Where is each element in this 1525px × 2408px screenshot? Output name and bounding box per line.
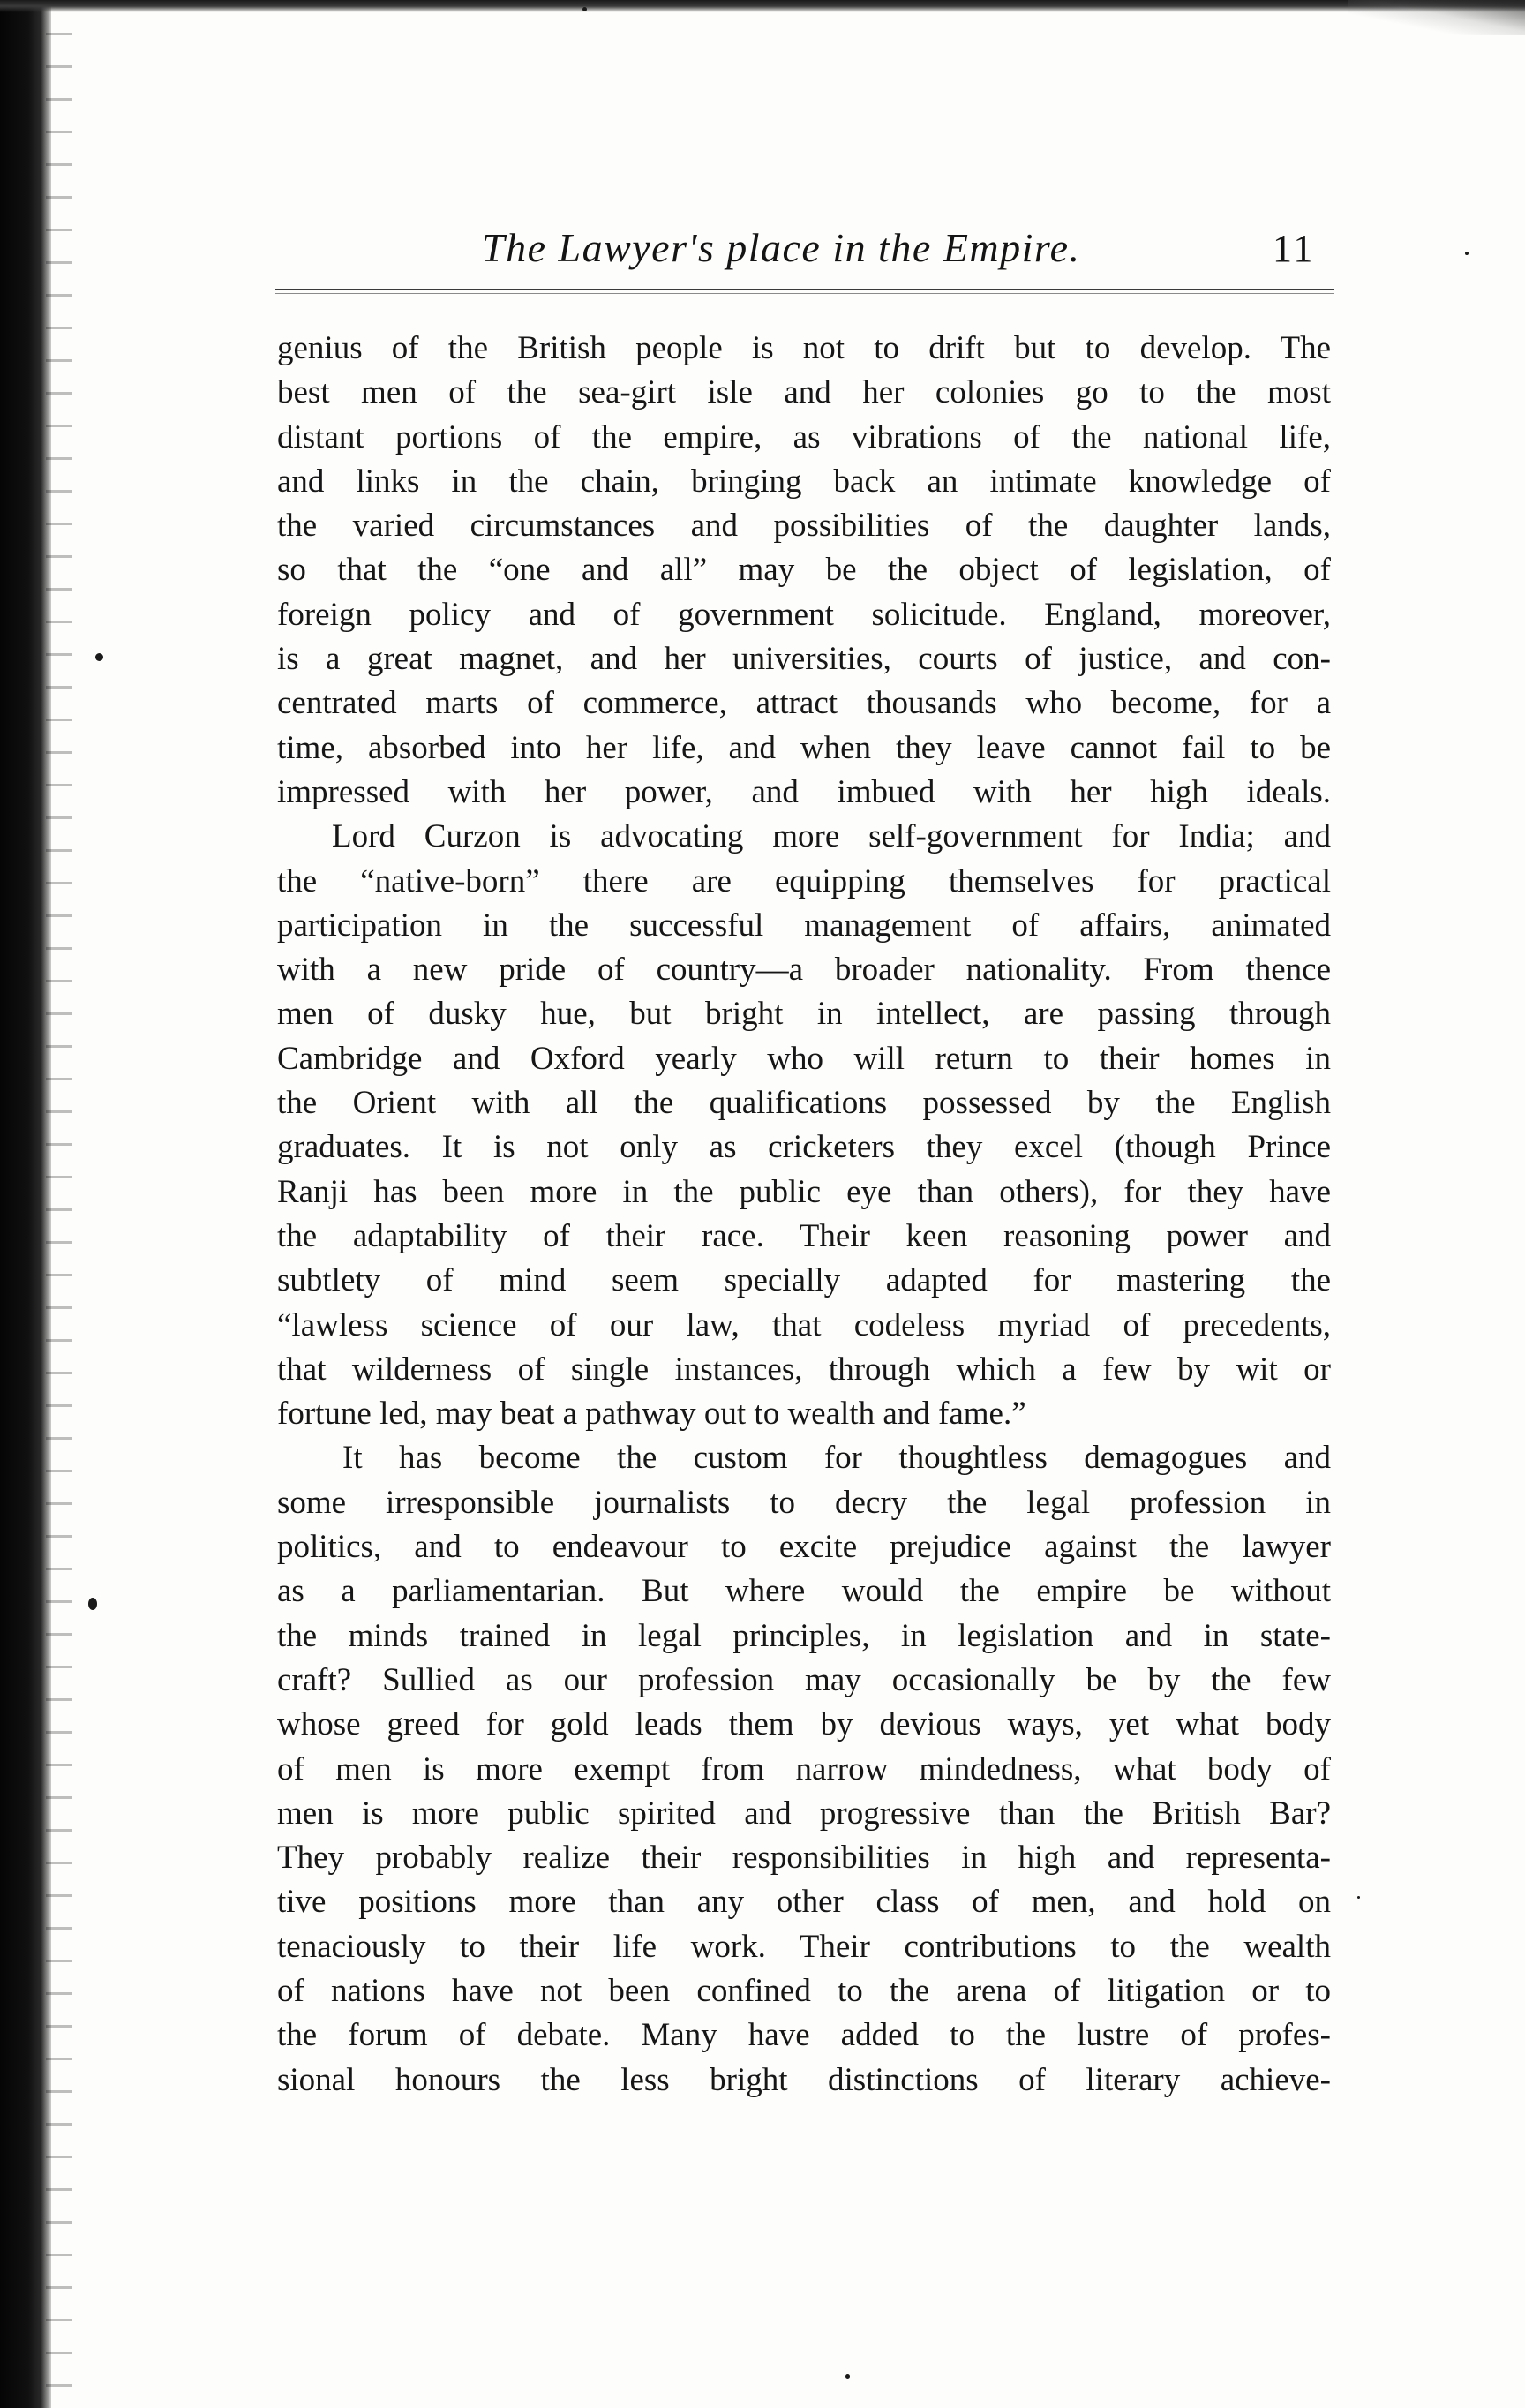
binding-edge-shadow	[0, 0, 51, 2408]
text-line: politics, and to endeavour to excite prejudice against the lawyer	[277, 1529, 1331, 1566]
text-line: the Orient with all the qualifications possessed by the English	[277, 1085, 1331, 1122]
top-right-corner-shadow	[1348, 0, 1525, 35]
top-edge-shadow	[0, 0, 1525, 12]
scan-speck	[1357, 1896, 1360, 1899]
text-line: the “native-born” there are equipping themselves for practical	[277, 862, 1331, 899]
paragraph-last-line: fortune led, may beat a pathway out to wealth and fame.”	[277, 1396, 1026, 1433]
body-text	[277, 327, 1331, 2103]
text-line: men is more public spirited and progressive than the British Bar?	[277, 1795, 1331, 1832]
text-line: centrated marts of commerce, attract thousands who become, for a	[277, 685, 1331, 722]
binding-edge-specks	[46, 0, 72, 2408]
text-line: best men of the sea-girt isle and her colonies go to the most	[277, 374, 1331, 411]
text-line: participation in the successful management of affairs, animated	[277, 907, 1331, 944]
running-head	[275, 222, 1334, 284]
text-line: the adaptability of their race. Their keen reasoning power and	[277, 1217, 1331, 1254]
text-line: the forum of debate. Many have added to the lustre of profes-	[277, 2017, 1331, 2054]
text-line: “lawless science of our law, that codeless myriad of precedents,	[277, 1306, 1331, 1343]
header-rule-secondary	[275, 293, 1334, 294]
text-line: Ranji has been more in the public eye than others), for they have	[277, 1173, 1331, 1210]
text-line: foreign policy and of government solicitude. England, moreover,	[277, 596, 1331, 633]
header-rule	[275, 289, 1334, 290]
text-line: craft? Sullied as our profession may occasionally be by the few	[277, 1661, 1331, 1698]
text-line: sional honours the less bright distinctions of literary achieve-	[277, 2061, 1331, 2098]
scan-speck	[582, 7, 587, 11]
text-line: so that the “one and all” may be the object of legislation, of	[277, 552, 1331, 589]
text-line: impressed with her power, and imbued with her high ideals.	[277, 773, 1331, 810]
text-line: whose greed for gold leads them by devious ways, yet what body	[277, 1706, 1331, 1743]
text-line: some irresponsible journalists to decry the legal profession in	[277, 1484, 1331, 1521]
text-line: is a great magnet, and her universities, courts of justice, and con-	[277, 641, 1331, 678]
text-line: of nations have not been confined to the arena of litigation or to	[277, 1972, 1331, 2009]
text-line: the varied circumstances and possibilities of the daughter lands,	[277, 508, 1331, 545]
scan-speck	[95, 653, 103, 661]
text-line: and links in the chain, bringing back an intimate knowledge of	[277, 463, 1331, 500]
scan-speck	[845, 2374, 850, 2379]
text-line: the minds trained in legal principles, in legislation and in state-	[277, 1617, 1331, 1654]
text-line: as a parliamentarian. But where would the empire be without	[277, 1573, 1331, 1610]
text-line: distant portions of the empire, as vibrations of the national life,	[277, 418, 1331, 455]
text-line: tive positions more than any other class of men, and hold on	[277, 1884, 1331, 1921]
text-line: Cambridge and Oxford yearly who will return to their homes in	[277, 1040, 1331, 1077]
text-line: genius of the British people is not to drift but to develop. The	[277, 330, 1331, 366]
text-line: that wilderness of single instances, through which a few by wit or	[277, 1351, 1331, 1388]
page-number: 11	[1273, 227, 1316, 270]
text-line: men of dusky hue, but bright in intellect, are passing through	[277, 996, 1331, 1033]
paragraph-first-line: Lord Curzon is advocating more self-government for India; and	[332, 818, 1331, 855]
running-title: The Lawyer's place in the Empire.	[482, 225, 1081, 270]
text-line: graduates. It is not only as cricketers they excel (though Prince	[277, 1129, 1331, 1166]
text-line: of men is more exempt from narrow mindedness, what body of	[277, 1750, 1331, 1787]
text-line: with a new pride of country—a broader nationality. From thence	[277, 952, 1331, 989]
scan-speck	[88, 1598, 97, 1610]
text-line: tenaciously to their life work. Their contributions to the wealth	[277, 1928, 1331, 1965]
text-line: time, absorbed into her life, and when they leave cannot fail to be	[277, 729, 1331, 766]
scan-speck	[1465, 252, 1469, 255]
paragraph-first-line: It has become the custom for thoughtless demagogues and	[342, 1440, 1331, 1477]
text-line: They probably realize their responsibilities in high and representa-	[277, 1840, 1331, 1877]
text-line: subtlety of mind seem specially adapted for mastering the	[277, 1262, 1331, 1299]
